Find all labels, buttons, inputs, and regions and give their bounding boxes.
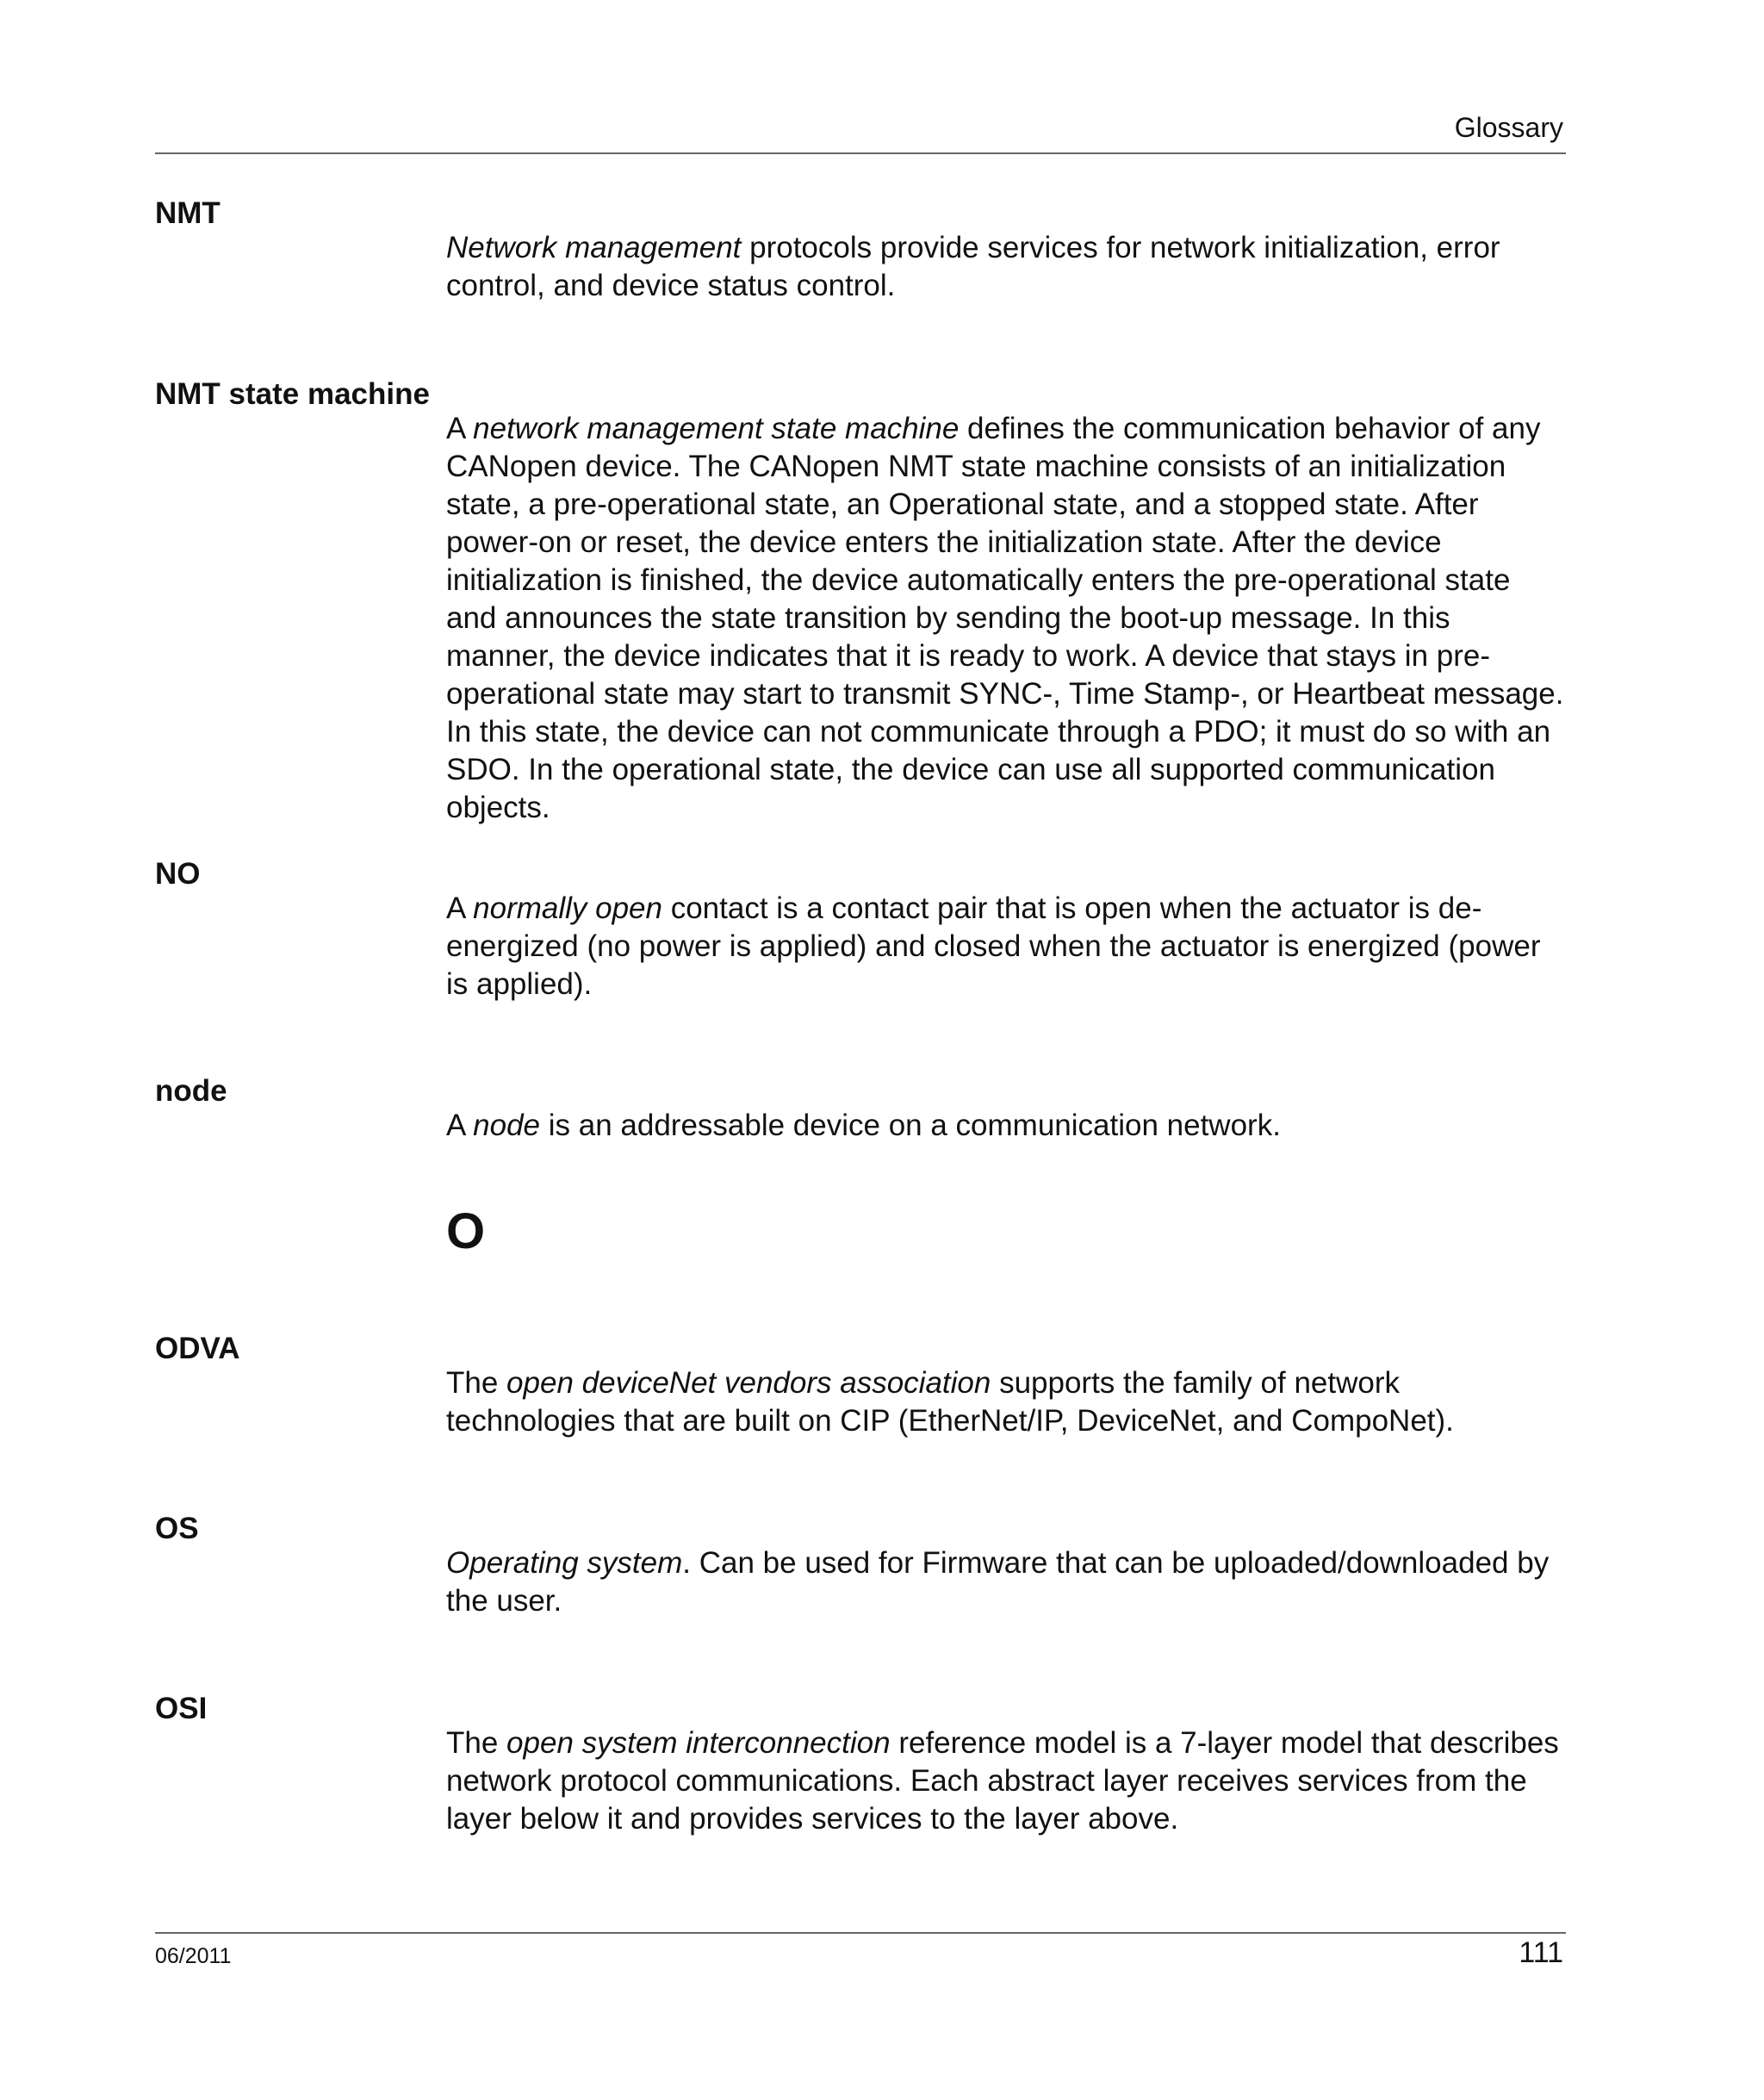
definition-text: protocols provide services for network initialization, error control, and device status control.: [446, 231, 1500, 302]
footer-date: 06/2011: [155, 1944, 232, 1968]
section-letter-heading: O: [446, 1203, 486, 1259]
glossary-term: NMT: [155, 196, 220, 230]
definition-text: contact is a contact pair that is open when the actuator is de-energized (no power is applied) and closed when the actuator is energized (power is applied).: [446, 892, 1541, 1001]
footer-rule: [155, 1932, 1566, 1934]
header-rule: [155, 152, 1566, 154]
definition-text: defines the communication behavior of any CANopen device. The CANopen NMT state machine consists of an initialization state, a pre-operational state, an Operational state, and a stopped state. After power-on or reset, the device enters the initialization state. After the device initialization is finished, the device automatically enters the pre-operational state and announces the state transition by sending the boot-up message. In this manner, the device indicates that it is ready to work. A device that stays in pre-operational state may start to transmit SYNC-, Time Stamp-, or Heartbeat message. In this state, the device can not communicate through a PDO; it must do so with an SDO. In the operational state, the device can use all supported communication objects.: [446, 412, 1564, 824]
glossary-term: NMT state machine: [155, 377, 430, 411]
header-section-title: Glossary: [1454, 112, 1563, 143]
definition-text: The: [446, 1366, 507, 1400]
glossary-term: ODVA: [155, 1332, 240, 1365]
definition-text: A: [446, 892, 474, 925]
definition-text: is an addressable device on a communication network.: [540, 1109, 1281, 1142]
definition-text: A: [446, 1109, 474, 1142]
glossary-term: NO: [155, 857, 201, 891]
definition-text: . Can be used for Firmware that can be uploaded/downloaded by the user.: [446, 1546, 1550, 1618]
glossary-definition: [446, 229, 1566, 305]
glossary-term: OSI: [155, 1692, 208, 1725]
glossary-definition: [446, 410, 1566, 827]
emphasized-term: Network management: [446, 231, 742, 264]
glossary-definition: [446, 1544, 1566, 1620]
glossary-definition: [446, 1364, 1566, 1440]
emphasized-term: open deviceNet vendors association: [506, 1366, 991, 1400]
definition-text: reference model is a 7-layer model that describes network protocol communications. Each abstract layer receives services from the layer below it and provides services to the layer above.: [446, 1726, 1559, 1836]
glossary-term: node: [155, 1074, 227, 1108]
emphasized-term: network management state machine: [473, 412, 960, 445]
emphasized-term: node: [473, 1109, 541, 1142]
definition-text: supports the family of network technologies that are built on CIP (EtherNet/IP, DeviceNet, and CompoNet).: [446, 1366, 1454, 1438]
emphasized-term: normally open: [473, 892, 662, 925]
glossary-definition: [446, 890, 1566, 1003]
glossary-definition: [446, 1107, 1566, 1145]
glossary-definition: [446, 1724, 1566, 1838]
emphasized-term: Operating system: [446, 1546, 683, 1580]
page-number: 111: [1519, 1936, 1563, 1969]
glossary-term: OS: [155, 1512, 199, 1545]
definition-text: A: [446, 412, 474, 445]
emphasized-term: open system interconnection: [506, 1726, 891, 1760]
definition-text: The: [446, 1726, 507, 1760]
